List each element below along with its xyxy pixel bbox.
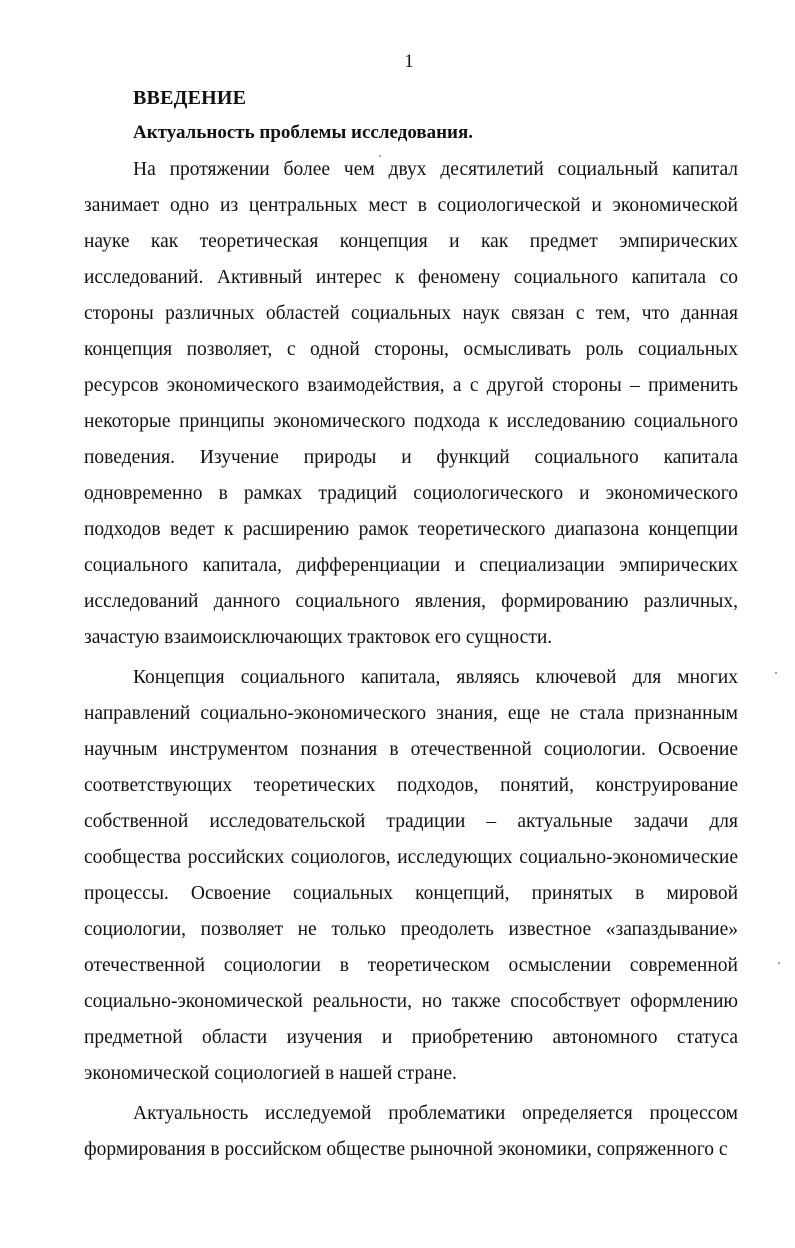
text-line: ресурсов экономического взаимодействия, а с другой стороны – применить	[84, 375, 738, 396]
text-line: отечественной социологии в теоретическом осмыслении современной	[84, 955, 738, 976]
text-line: зачастую взаимоисключающих трактовок его сущности.	[84, 627, 553, 648]
text-line: науке как теоретическая концепция и как предмет эмпирических	[84, 231, 738, 252]
text-line: социологии, позволяет не только преодолеть известное «запаздывание»	[84, 919, 738, 940]
text-line: формирования в российском обществе рыночной экономики, сопряженного с	[84, 1139, 728, 1160]
page-number: 1	[404, 51, 414, 72]
section-subheading: Актуальность проблемы исследования.	[133, 122, 474, 143]
text-line: собственной исследовательской традиции – актуальные задачи для	[84, 811, 738, 832]
text-line: процессы. Освоение социальных концепций, принятых в мировой	[84, 883, 738, 904]
text-line: соответствующих теоретических подходов, понятий, конструирование	[84, 775, 738, 796]
text-line: подходов ведет к расширению рамок теоретического диапазона концепции	[84, 519, 738, 540]
text-line: Концепция социального капитала, являясь ключевой для многих	[133, 667, 738, 688]
body-text	[84, 157, 738, 1173]
text-line: поведения. Изучение природы и функций социального капитала	[84, 447, 738, 468]
text-line: социального капитала, дифференциации и специализации эмпирических	[84, 555, 738, 576]
text-line: занимает одно из центральных мест в социологической и экономической	[84, 195, 738, 216]
text-line: одновременно в рамках традиций социологического и экономического	[84, 483, 738, 504]
paragraph	[84, 1101, 738, 1173]
text-line: некоторые принципы экономического подхода к исследованию социального	[84, 411, 738, 432]
text-line: предметной области изучения и приобретению автономного статуса	[84, 1027, 738, 1048]
scan-speck	[775, 672, 777, 674]
text-line: направлений социально-экономического знания, еще не стала признанным	[84, 703, 738, 724]
paragraph	[84, 665, 738, 1097]
text-line: сообщества российских социологов, исследующих социально-экономические	[84, 847, 738, 868]
text-line: концепция позволяет, с одной стороны, осмысливать роль социальных	[84, 339, 738, 360]
scan-speck	[778, 962, 780, 964]
text-line: стороны различных областей социальных наук связан с тем, что данная	[84, 303, 738, 324]
text-line: научным инструментом познания в отечественной социологии. Освоение	[84, 739, 738, 760]
scan-speck	[379, 155, 381, 157]
section-heading: ВВЕДЕНИЕ	[133, 87, 247, 109]
text-line: исследований. Активный интерес к феномену социального капитала со	[84, 267, 738, 288]
paragraph	[84, 157, 738, 661]
text-line: социально-экономической реальности, но также способствует оформлению	[84, 991, 738, 1012]
text-line: исследований данного социального явления, формированию различных,	[84, 591, 738, 612]
text-line: экономической социологией в нашей стране.	[84, 1063, 457, 1084]
text-line: Актуальность исследуемой проблематики определяется процессом	[133, 1103, 738, 1124]
text-line: На протяжении более чем двух десятилетий социальный капитал	[133, 159, 738, 180]
